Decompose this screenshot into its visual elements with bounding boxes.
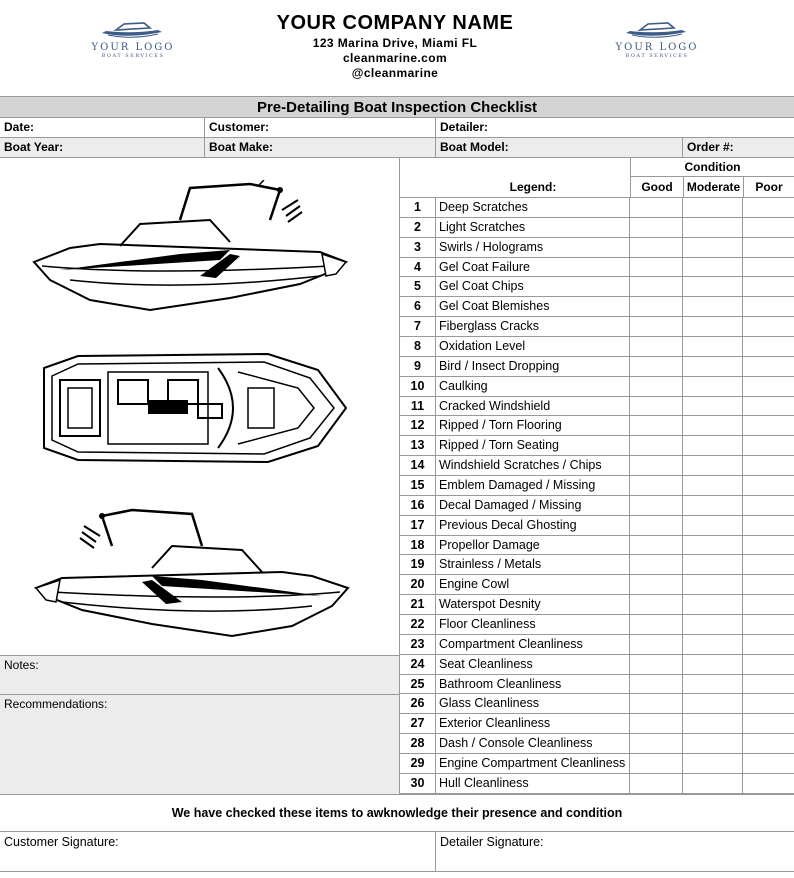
poor-checkbox[interactable] bbox=[743, 297, 794, 316]
moderate-checkbox[interactable] bbox=[683, 595, 743, 614]
item-label: Engine Compartment Cleanliness bbox=[436, 754, 630, 773]
item-number: 12 bbox=[400, 416, 436, 435]
moderate-checkbox[interactable] bbox=[683, 734, 743, 753]
good-checkbox[interactable] bbox=[630, 436, 683, 455]
item-label: Engine Cowl bbox=[436, 575, 630, 594]
item-label: Caulking bbox=[436, 377, 630, 396]
moderate-checkbox[interactable] bbox=[683, 694, 743, 713]
checklist-row bbox=[400, 536, 794, 556]
customer-signature-label: Customer Signature: bbox=[4, 835, 119, 849]
checklist-row bbox=[400, 297, 794, 317]
item-label: Seat Cleanliness bbox=[436, 655, 630, 674]
checklist-row bbox=[400, 635, 794, 655]
good-checkbox[interactable] bbox=[630, 198, 683, 217]
company-address: 123 Marina Drive, Miami FL bbox=[312, 36, 478, 50]
boat-diagram-panel bbox=[0, 158, 400, 655]
moderate-checkbox[interactable] bbox=[683, 675, 743, 694]
moderate-checkbox[interactable] bbox=[683, 218, 743, 237]
poor-checkbox[interactable] bbox=[743, 277, 794, 296]
good-checkbox[interactable] bbox=[630, 575, 683, 594]
good-checkbox[interactable] bbox=[630, 675, 683, 694]
poor-checkbox[interactable] bbox=[743, 357, 794, 376]
checklist-row bbox=[400, 357, 794, 377]
customer-field[interactable]: Customer: bbox=[205, 118, 436, 137]
poor-checkbox[interactable] bbox=[743, 575, 794, 594]
item-number: 15 bbox=[400, 476, 436, 495]
item-label: Ripped / Torn Flooring bbox=[436, 416, 630, 435]
good-checkbox[interactable] bbox=[630, 218, 683, 237]
poor-checkbox[interactable] bbox=[743, 258, 794, 277]
moderate-checkbox[interactable] bbox=[683, 555, 743, 574]
poor-checkbox[interactable] bbox=[743, 655, 794, 674]
item-number: 7 bbox=[400, 317, 436, 336]
item-number: 25 bbox=[400, 675, 436, 694]
checklist-row bbox=[400, 258, 794, 278]
checklist-row bbox=[400, 734, 794, 754]
recommendations-field[interactable] bbox=[0, 695, 400, 794]
checklist-row bbox=[400, 238, 794, 258]
company-logo-right bbox=[602, 20, 712, 64]
moderate-checkbox[interactable] bbox=[683, 754, 743, 773]
poor-checkbox[interactable] bbox=[743, 337, 794, 356]
checklist-row bbox=[400, 555, 794, 575]
good-checkbox[interactable] bbox=[630, 277, 683, 296]
good-checkbox[interactable] bbox=[630, 734, 683, 753]
item-label: Ripped / Torn Seating bbox=[436, 436, 630, 455]
moderate-checkbox[interactable] bbox=[683, 655, 743, 674]
item-label: Oxidation Level bbox=[436, 337, 630, 356]
item-number: 6 bbox=[400, 297, 436, 316]
item-number: 26 bbox=[400, 694, 436, 713]
item-label: Dash / Console Cleanliness bbox=[436, 734, 630, 753]
poor-checkbox[interactable] bbox=[743, 476, 794, 495]
detailer-signature-label: Detailer Signature: bbox=[440, 835, 544, 849]
recommendations-label: Recommendations: bbox=[4, 697, 108, 711]
condition-header: Condition bbox=[630, 158, 794, 177]
good-checkbox[interactable] bbox=[630, 536, 683, 555]
moderate-checkbox[interactable] bbox=[683, 635, 743, 654]
good-checkbox[interactable] bbox=[630, 694, 683, 713]
moderate-checkbox[interactable] bbox=[683, 258, 743, 277]
checklist-row bbox=[400, 397, 794, 417]
item-number: 22 bbox=[400, 615, 436, 634]
item-label: Swirls / Holograms bbox=[436, 238, 630, 257]
boat-make-field[interactable]: Boat Make: bbox=[205, 138, 436, 157]
checklist-row bbox=[400, 675, 794, 695]
checklist-row bbox=[400, 595, 794, 615]
good-checkbox[interactable] bbox=[630, 595, 683, 614]
checklist-items bbox=[400, 197, 794, 794]
logo-text: YOUR LOGO bbox=[615, 42, 699, 53]
boat-logo-icon bbox=[622, 20, 692, 40]
item-label: Gel Coat Blemishes bbox=[436, 297, 630, 316]
poor-checkbox[interactable] bbox=[743, 516, 794, 535]
notes-field[interactable] bbox=[0, 655, 400, 695]
good-checkbox[interactable] bbox=[630, 615, 683, 634]
good-checkbox[interactable] bbox=[630, 377, 683, 396]
checklist-row bbox=[400, 416, 794, 436]
item-number: 13 bbox=[400, 436, 436, 455]
checklist-row bbox=[400, 694, 794, 714]
moderate-checkbox[interactable] bbox=[683, 496, 743, 515]
item-label: Waterspot Desnity bbox=[436, 595, 630, 614]
checklist-row bbox=[400, 575, 794, 595]
checklist-row bbox=[400, 218, 794, 238]
item-number: 8 bbox=[400, 337, 436, 356]
checklist-row bbox=[400, 496, 794, 516]
moderate-checkbox[interactable] bbox=[683, 198, 743, 217]
item-number: 11 bbox=[400, 397, 436, 416]
item-label: Gel Coat Failure bbox=[436, 258, 630, 277]
moderate-checkbox[interactable] bbox=[683, 774, 743, 793]
item-number: 10 bbox=[400, 377, 436, 396]
checklist-row bbox=[400, 714, 794, 734]
moderate-checkbox[interactable] bbox=[683, 238, 743, 257]
poor-checkbox[interactable] bbox=[743, 416, 794, 435]
poor-checkbox[interactable] bbox=[743, 456, 794, 475]
good-checkbox[interactable] bbox=[630, 258, 683, 277]
good-checkbox[interactable] bbox=[630, 337, 683, 356]
item-number: 5 bbox=[400, 277, 436, 296]
poor-header: Poor bbox=[743, 177, 794, 197]
boat-side-view-icon bbox=[30, 180, 350, 320]
info-row-2 bbox=[0, 138, 794, 158]
item-label: Compartment Cleanliness bbox=[436, 635, 630, 654]
item-number: 18 bbox=[400, 536, 436, 555]
poor-checkbox[interactable] bbox=[743, 436, 794, 455]
company-name: YOUR COMPANY NAME bbox=[276, 12, 514, 34]
acknowledgement-text: We have checked these items to awknowledge their presence and condition bbox=[0, 794, 794, 832]
poor-checkbox[interactable] bbox=[743, 536, 794, 555]
company-website: cleanmarine.com bbox=[342, 51, 448, 65]
legend-header: Legend: bbox=[509, 180, 557, 194]
date-field[interactable]: Date: bbox=[0, 118, 205, 137]
info-row-1 bbox=[0, 118, 794, 138]
checklist-row bbox=[400, 317, 794, 337]
boat-side-view-icon bbox=[32, 506, 352, 646]
item-label: Deep Scratches bbox=[436, 198, 630, 217]
checklist-row bbox=[400, 754, 794, 774]
item-number: 20 bbox=[400, 575, 436, 594]
item-number: 29 bbox=[400, 754, 436, 773]
checklist-row bbox=[400, 655, 794, 675]
boat-logo-icon bbox=[98, 20, 168, 40]
item-number: 2 bbox=[400, 218, 436, 237]
poor-checkbox[interactable] bbox=[743, 377, 794, 396]
moderate-checkbox[interactable] bbox=[683, 456, 743, 475]
moderate-checkbox[interactable] bbox=[683, 416, 743, 435]
good-checkbox[interactable] bbox=[630, 297, 683, 316]
item-label: Previous Decal Ghosting bbox=[436, 516, 630, 535]
good-checkbox[interactable] bbox=[630, 496, 683, 515]
moderate-checkbox[interactable] bbox=[683, 317, 743, 336]
poor-checkbox[interactable] bbox=[743, 198, 794, 217]
good-checkbox[interactable] bbox=[630, 456, 683, 475]
item-number: 28 bbox=[400, 734, 436, 753]
checklist-row bbox=[400, 476, 794, 496]
detailer-field[interactable]: Detailer: bbox=[440, 120, 489, 134]
good-checkbox[interactable] bbox=[630, 476, 683, 495]
item-number: 27 bbox=[400, 714, 436, 733]
good-checkbox[interactable] bbox=[630, 635, 683, 654]
good-checkbox[interactable] bbox=[630, 714, 683, 733]
moderate-checkbox[interactable] bbox=[683, 377, 743, 396]
good-checkbox[interactable] bbox=[630, 774, 683, 793]
checklist-row bbox=[400, 436, 794, 456]
item-label: Floor Cleanliness bbox=[436, 615, 630, 634]
notes-label: Notes: bbox=[4, 658, 39, 672]
poor-checkbox[interactable] bbox=[743, 615, 794, 634]
item-label: Bird / Insect Dropping bbox=[436, 357, 630, 376]
page-header bbox=[0, 0, 794, 94]
poor-checkbox[interactable] bbox=[743, 754, 794, 773]
moderate-checkbox[interactable] bbox=[683, 615, 743, 634]
poor-checkbox[interactable] bbox=[743, 635, 794, 654]
item-label: Windshield Scratches / Chips bbox=[436, 456, 630, 475]
poor-checkbox[interactable] bbox=[743, 595, 794, 614]
item-number: 1 bbox=[400, 198, 436, 217]
checklist-row bbox=[400, 615, 794, 635]
page-title: Pre-Detailing Boat Inspection Checklist bbox=[0, 96, 794, 118]
moderate-checkbox[interactable] bbox=[683, 536, 743, 555]
boat-year-field[interactable]: Boat Year: bbox=[0, 138, 205, 157]
poor-checkbox[interactable] bbox=[743, 238, 794, 257]
item-number: 17 bbox=[400, 516, 436, 535]
checklist-row bbox=[400, 337, 794, 357]
good-checkbox[interactable] bbox=[630, 397, 683, 416]
checklist-row bbox=[400, 198, 794, 218]
moderate-checkbox[interactable] bbox=[683, 516, 743, 535]
company-block bbox=[200, 10, 590, 81]
moderate-checkbox[interactable] bbox=[683, 277, 743, 296]
good-checkbox[interactable] bbox=[630, 357, 683, 376]
poor-checkbox[interactable] bbox=[743, 317, 794, 336]
moderate-checkbox[interactable] bbox=[683, 436, 743, 455]
moderate-checkbox[interactable] bbox=[683, 337, 743, 356]
checklist-row bbox=[400, 774, 794, 794]
moderate-checkbox[interactable] bbox=[683, 714, 743, 733]
good-checkbox[interactable] bbox=[630, 555, 683, 574]
item-number: 19 bbox=[400, 555, 436, 574]
boat-top-view-icon bbox=[38, 348, 350, 468]
moderate-checkbox[interactable] bbox=[683, 575, 743, 594]
logo-subtext: BOAT SERVICES bbox=[101, 53, 165, 59]
company-handle: @cleanmarine bbox=[351, 66, 439, 80]
item-label: Bathroom Cleanliness bbox=[436, 675, 630, 694]
poor-checkbox[interactable] bbox=[743, 774, 794, 793]
item-number: 3 bbox=[400, 238, 436, 257]
good-checkbox[interactable] bbox=[630, 317, 683, 336]
good-checkbox[interactable] bbox=[630, 754, 683, 773]
item-label: Gel Coat Chips bbox=[436, 277, 630, 296]
checklist-row bbox=[400, 277, 794, 297]
customer-signature-field[interactable] bbox=[0, 832, 436, 872]
item-label: Propellor Damage bbox=[436, 536, 630, 555]
checklist-row bbox=[400, 377, 794, 397]
moderate-checkbox[interactable] bbox=[683, 476, 743, 495]
item-number: 4 bbox=[400, 258, 436, 277]
moderate-checkbox[interactable] bbox=[683, 397, 743, 416]
poor-checkbox[interactable] bbox=[743, 218, 794, 237]
good-checkbox[interactable] bbox=[630, 516, 683, 535]
item-label: Light Scratches bbox=[436, 218, 630, 237]
moderate-checkbox[interactable] bbox=[683, 357, 743, 376]
item-label: Fiberglass Cracks bbox=[436, 317, 630, 336]
poor-checkbox[interactable] bbox=[743, 714, 794, 733]
logo-text: YOUR LOGO bbox=[91, 42, 175, 53]
detailer-signature-field[interactable] bbox=[436, 832, 794, 872]
good-checkbox[interactable] bbox=[630, 416, 683, 435]
item-label: Emblem Damaged / Missing bbox=[436, 476, 630, 495]
moderate-checkbox[interactable] bbox=[683, 297, 743, 316]
checklist-row bbox=[400, 516, 794, 536]
good-checkbox[interactable] bbox=[630, 238, 683, 257]
item-number: 14 bbox=[400, 456, 436, 475]
item-label: Strainless / Metals bbox=[436, 555, 630, 574]
company-logo-left bbox=[78, 20, 188, 64]
moderate-header: Moderate bbox=[683, 177, 743, 197]
poor-checkbox[interactable] bbox=[743, 675, 794, 694]
item-label: Decal Damaged / Missing bbox=[436, 496, 630, 515]
poor-checkbox[interactable] bbox=[743, 734, 794, 753]
item-number: 21 bbox=[400, 595, 436, 614]
item-number: 23 bbox=[400, 635, 436, 654]
order-number-field[interactable]: Order #: bbox=[687, 140, 734, 154]
checklist-column-headers bbox=[400, 177, 794, 197]
item-number: 30 bbox=[400, 774, 436, 793]
poor-checkbox[interactable] bbox=[743, 397, 794, 416]
item-label: Exterior Cleanliness bbox=[436, 714, 630, 733]
poor-checkbox[interactable] bbox=[743, 496, 794, 515]
item-number: 9 bbox=[400, 357, 436, 376]
item-number: 24 bbox=[400, 655, 436, 674]
good-header: Good bbox=[630, 177, 683, 197]
logo-subtext: BOAT SERVICES bbox=[625, 53, 689, 59]
item-label: Hull Cleanliness bbox=[436, 774, 630, 793]
poor-checkbox[interactable] bbox=[743, 555, 794, 574]
item-label: Glass Cleanliness bbox=[436, 694, 630, 713]
poor-checkbox[interactable] bbox=[743, 694, 794, 713]
item-label: Cracked Windshield bbox=[436, 397, 630, 416]
item-number: 16 bbox=[400, 496, 436, 515]
good-checkbox[interactable] bbox=[630, 655, 683, 674]
boat-model-field[interactable]: Boat Model: bbox=[436, 138, 683, 157]
checklist-row bbox=[400, 456, 794, 476]
